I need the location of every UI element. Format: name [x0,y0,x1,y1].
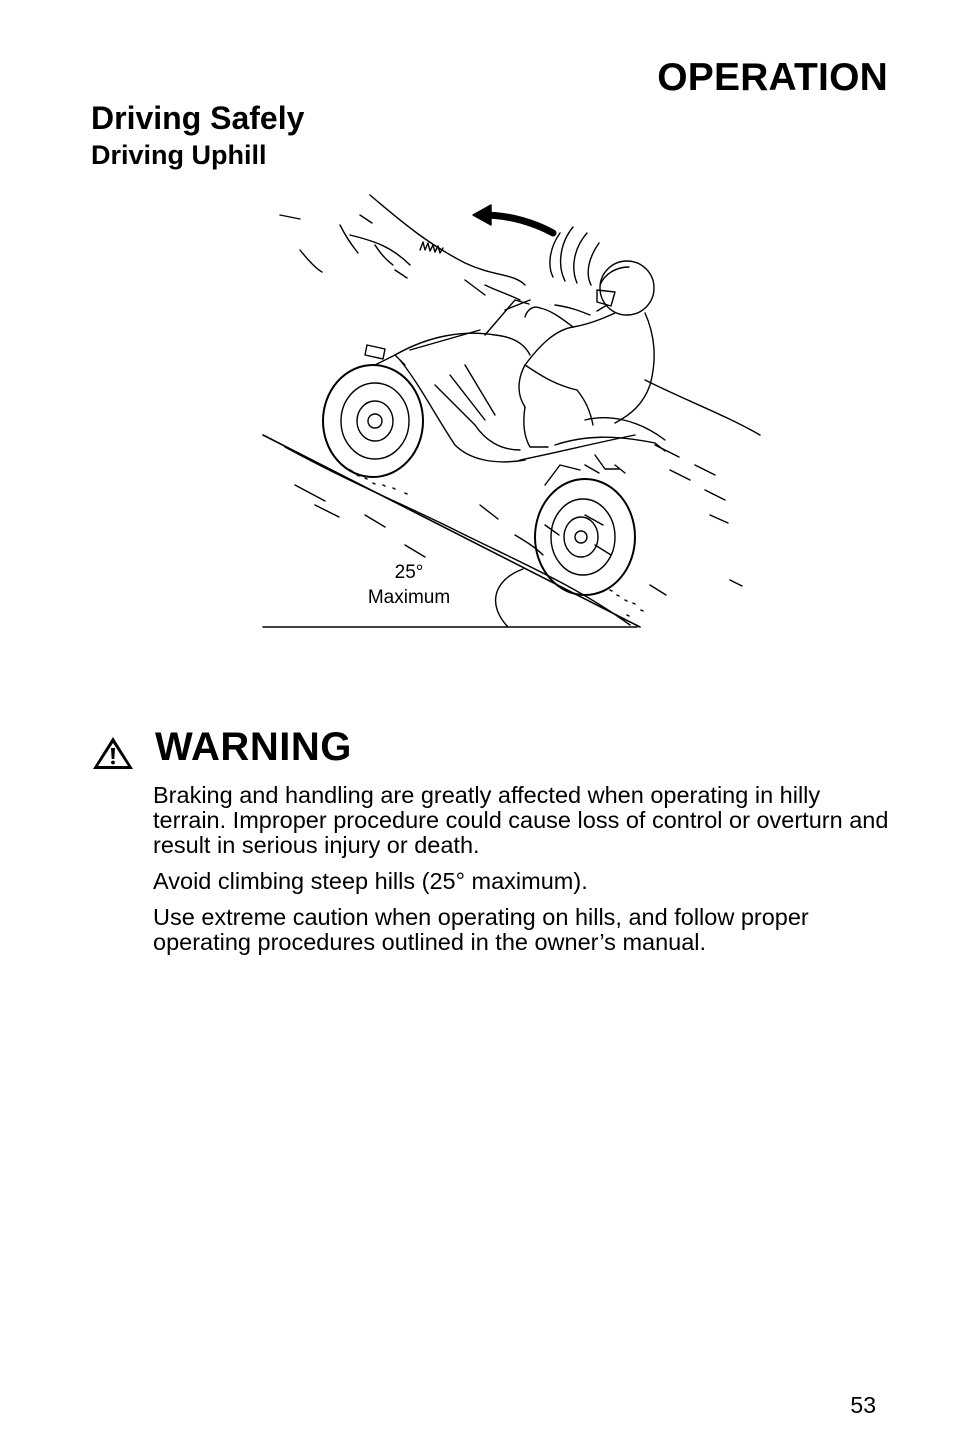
warning-paragraph: Braking and handling are greatly affected when operating in hilly terrain. Improper procedure could cause loss of control or overturn and result in serious injury or death. [153,782,889,858]
warning-paragraph: Avoid climbing steep hills (25° maximum). [153,868,588,894]
angle-caption: Maximum [367,587,451,608]
uphill-illustration [255,185,775,635]
page-subheading: Driving Uphill [91,140,267,170]
warning-body [153,783,893,966]
rider-on-atv-climbing-hill-icon [255,185,775,635]
warning-triangle-icon [92,736,134,770]
warning-paragraph: Use extreme caution when operating on hills, and follow proper operating procedures outlined in the owner’s manual. [153,904,809,955]
page-heading: Driving Safely [91,100,305,136]
angle-label: 25° [394,562,424,583]
section-title: OPERATION [657,56,888,99]
warning-title: WARNING [155,725,352,769]
page-number: 53 [850,1392,876,1418]
